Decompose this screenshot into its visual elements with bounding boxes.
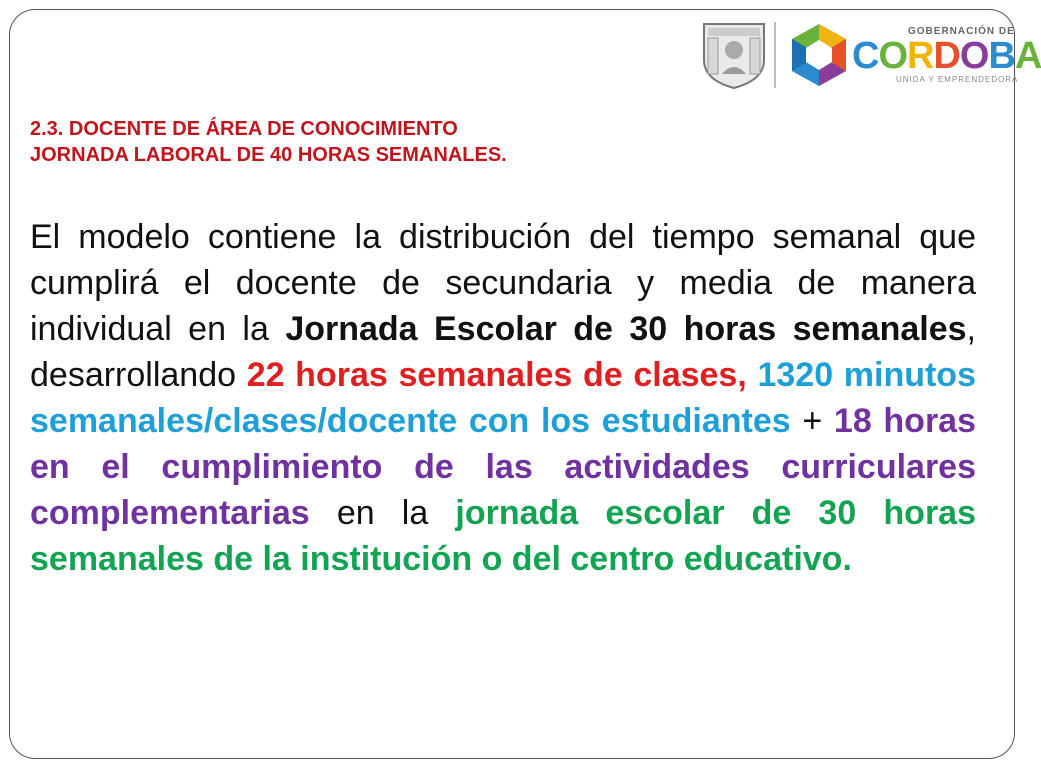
text-desarrollando: , desarrollando xyxy=(30,310,976,394)
text-22-horas: 22 horas semanales de clases, xyxy=(246,356,747,394)
institution-shield-logo xyxy=(700,20,768,90)
header-logos xyxy=(700,20,1041,90)
wordmark-letter: D xyxy=(933,34,960,77)
text-jornada-30-horas: jornada escolar de 30 horas semanales de la institución o del centro educativo. xyxy=(30,494,976,578)
text-18-horas: 18 horas en el cumplimiento de las actividades curriculares complementarias xyxy=(30,402,977,532)
wordmark-letter: C xyxy=(852,34,879,77)
wordmark-letter: A xyxy=(1014,34,1041,77)
text-plus: + xyxy=(802,402,823,440)
wordmark-letter: B xyxy=(988,34,1015,77)
text-intro: El modelo contiene la distribución del tiempo semanal que cumplirá el docente de secundaria y media de manera individual en la xyxy=(30,218,976,348)
heading-line-2: JORNADA LABORAL DE 40 HORAS SEMANALES. xyxy=(30,144,507,166)
logo-separator xyxy=(774,22,776,88)
heading-line-1: 2.3. DOCENTE DE ÁREA DE CONOCIMIENTO xyxy=(30,118,458,140)
cordoba-logo xyxy=(790,22,1041,88)
text-jornada-escolar: Jornada Escolar de 30 horas semanales xyxy=(285,310,967,348)
text-en-la: en la xyxy=(336,494,429,532)
cordoba-wordmark xyxy=(852,34,1041,77)
wordmark-letter: O xyxy=(878,34,908,77)
wordmark-letter: R xyxy=(907,34,934,77)
text-1320-minutos: 1320 minutos semanales/clases/docente con los estudiantes xyxy=(30,356,976,440)
cordoba-emblem-icon xyxy=(790,22,848,88)
cordoba-tagline: UNIDA Y EMPRENDEDORA xyxy=(896,74,1019,84)
body-paragraph xyxy=(30,214,976,582)
wordmark-letter: O xyxy=(959,34,989,77)
section-heading xyxy=(30,116,507,168)
government-label: GOBERNACIÓN DE xyxy=(908,25,1015,37)
